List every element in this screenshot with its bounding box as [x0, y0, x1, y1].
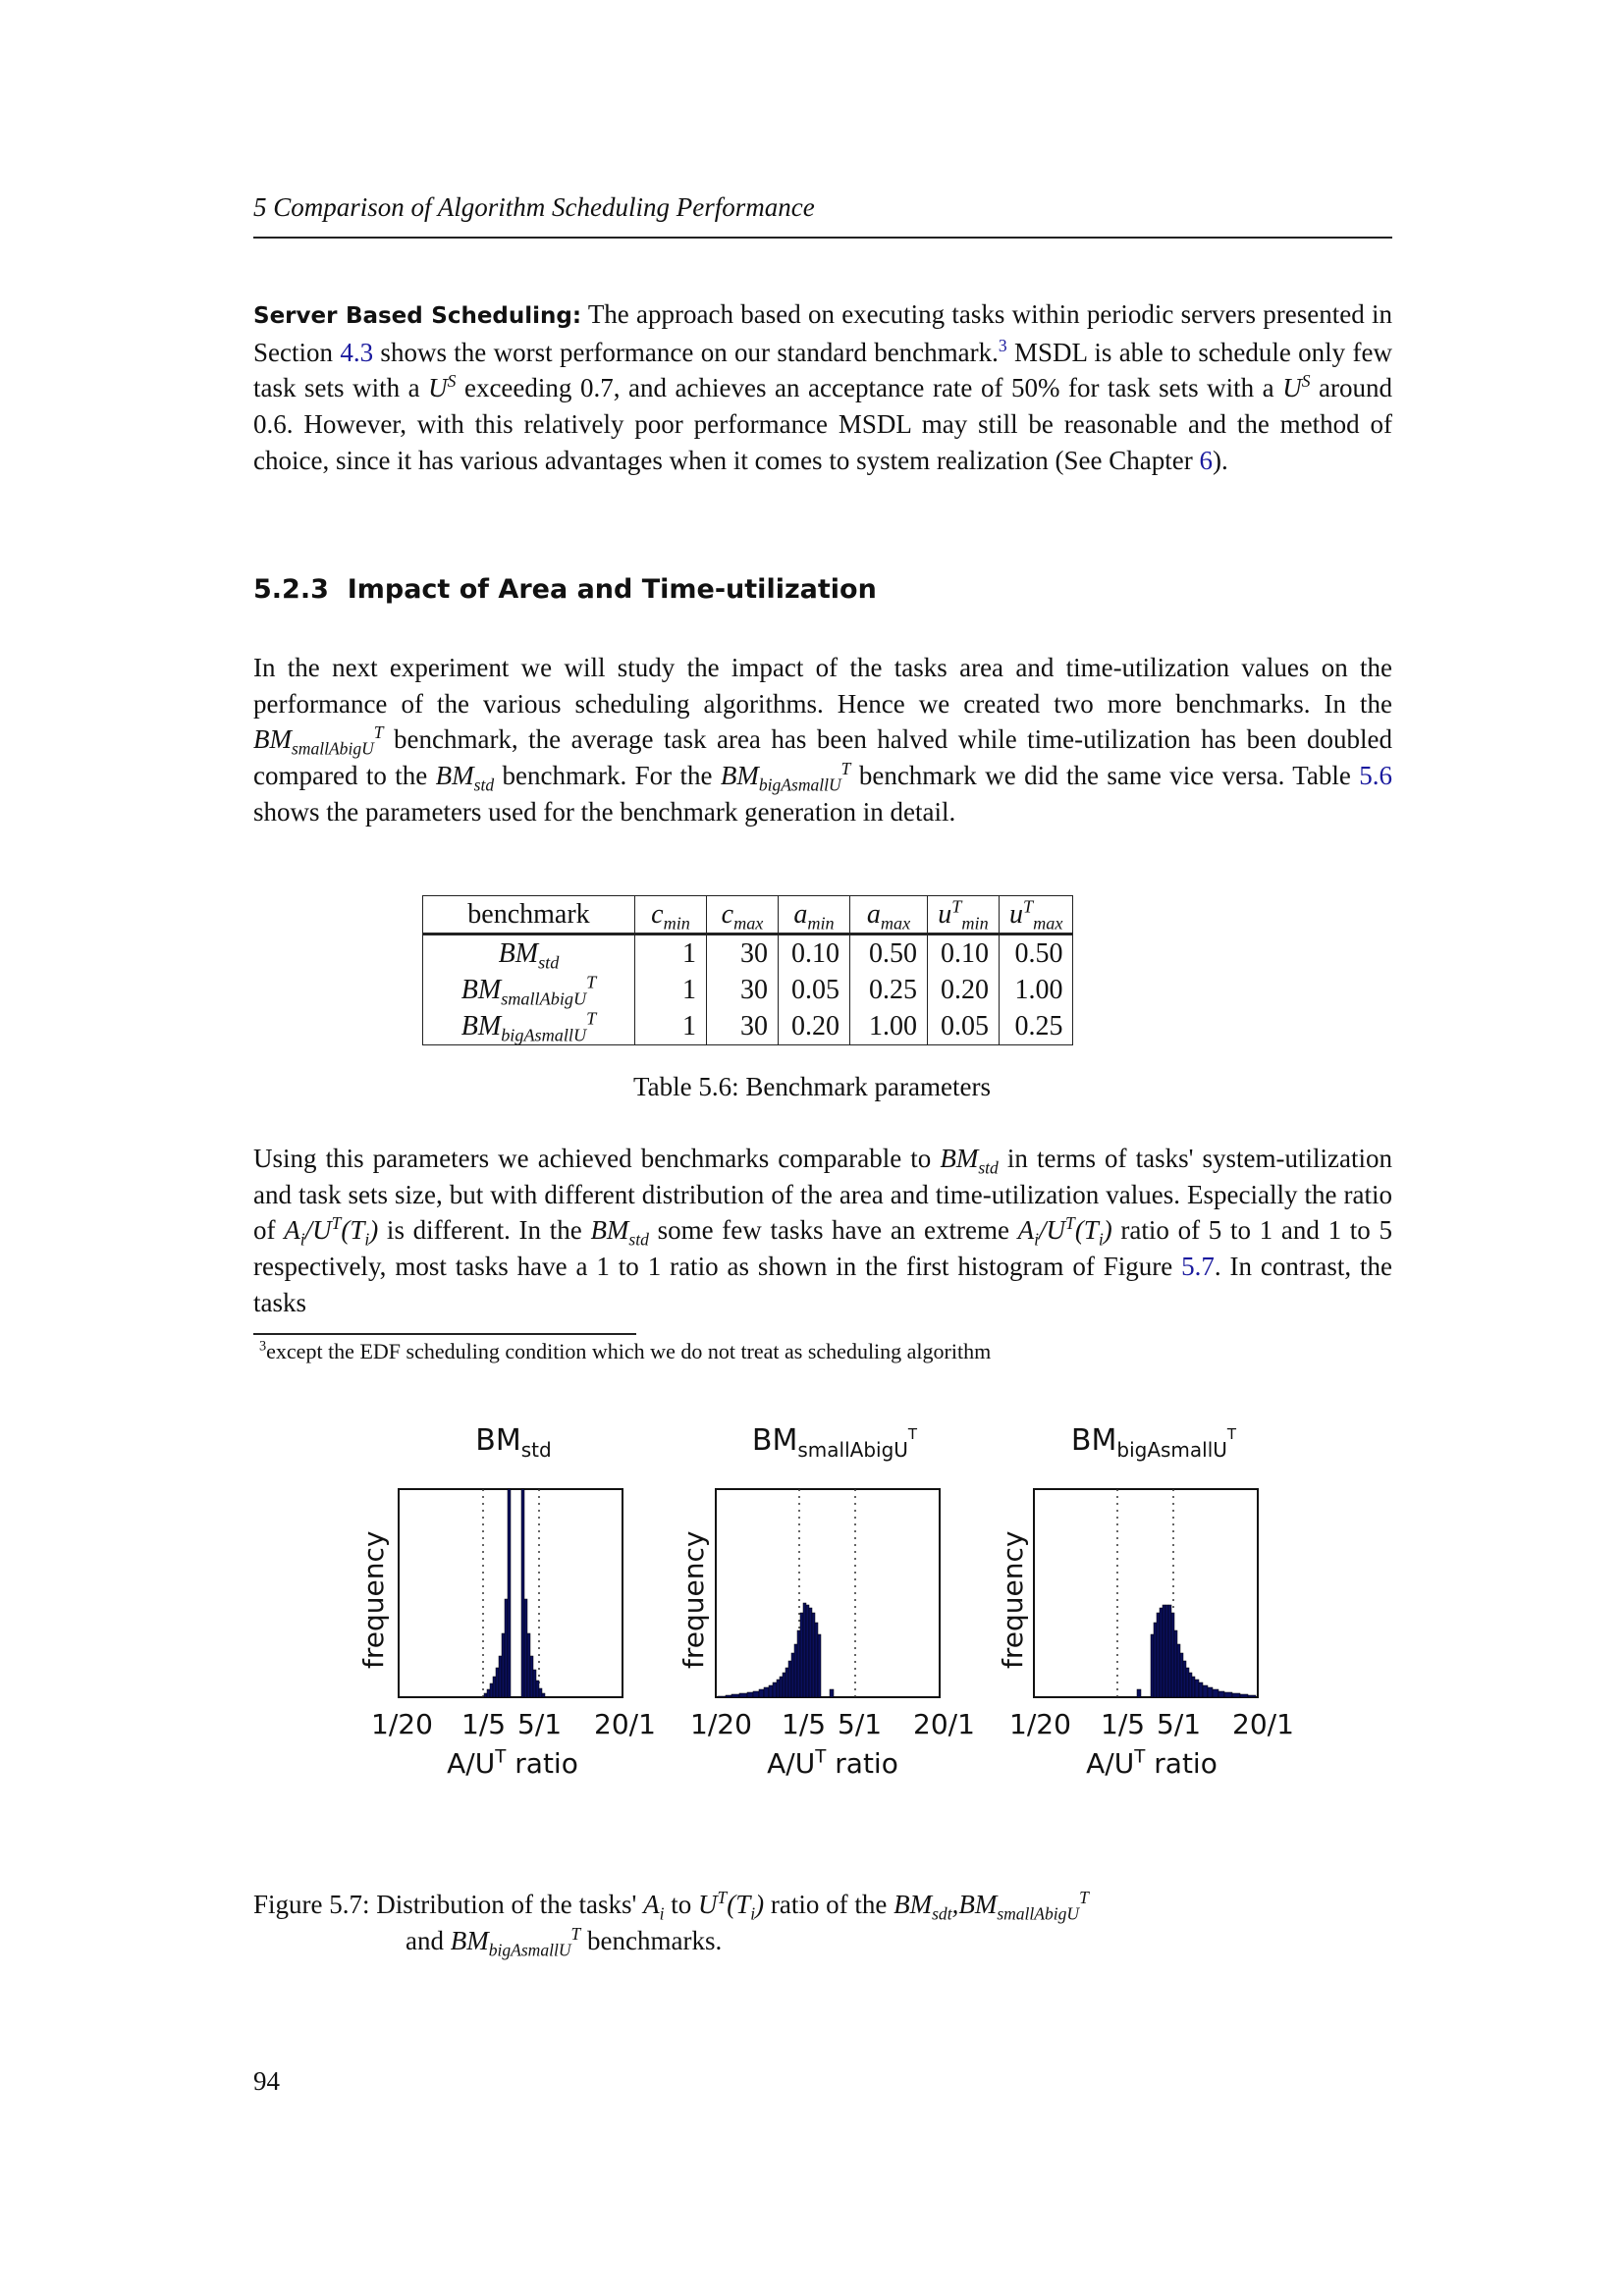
- col-c-max: $c_{max}$: [707, 896, 779, 934]
- math-us: $U^S$: [1282, 371, 1311, 403]
- text: around 0.6. However, with this relatively poor performance MSDL may still be reasonable and the method of choice, since it has various advantages when it comes to system realization (See Chapter: [253, 373, 1392, 475]
- col-c-min: $c_{min}$: [635, 896, 707, 934]
- section-title: Impact of Area and Time-utilization: [347, 574, 877, 605]
- table-row: [423, 972, 1073, 1008]
- caption-line-2: and $BM_{bigAsmallU}^T$ benchmarks.: [406, 1923, 723, 1960]
- section-number: 5.2.3: [253, 574, 329, 605]
- cell: 0.10: [928, 934, 1000, 973]
- text: . In contrast, the tasks: [253, 1252, 1393, 1317]
- text: In the next experiment we will study the impact of the tasks area and time-utilization values on the performance of the various scheduling algorithms. Hence we created two more benchmarks. In the: [253, 653, 1392, 719]
- section-link[interactable]: 4.3: [340, 337, 374, 367]
- text: to: [664, 1890, 698, 1919]
- math-bm-std: $BM_{std}$: [590, 1215, 649, 1250]
- math-us: $U^S$: [428, 371, 457, 403]
- histogram-bm-bigasmallu: [1033, 1487, 1269, 1705]
- benchmark-name: $BM_{std}$: [423, 934, 635, 973]
- text: Distribution of the tasks': [369, 1890, 644, 1919]
- server-based-paragraph: [253, 296, 1392, 479]
- text: shows the worst performance on our standard benchmark.: [373, 337, 999, 367]
- running-header: 5 Comparison of Algorithm Scheduling Performance: [253, 192, 815, 222]
- math-bm-std: $BM_{std}$: [435, 761, 495, 795]
- benchmark-name: $BM_{smallAbigU}^T$: [423, 972, 635, 1008]
- x-tick: 1/5: [461, 1708, 507, 1740]
- text: is different. In the: [378, 1215, 591, 1246]
- x-axis-label: $A/U^T$ ratio: [767, 1746, 898, 1780]
- x-tick: 5/1: [517, 1708, 563, 1740]
- footnote-text: except the EDF scheduling condition which we do not treat as scheduling algorithm: [266, 1339, 992, 1363]
- text: MSDL is able to schedule only few task sets with a: [253, 337, 1392, 403]
- col-ut-min: $u^T_{min}$: [928, 896, 1000, 934]
- cell: 0.05: [928, 1008, 1000, 1045]
- cell: 0.20: [779, 1008, 850, 1045]
- cell: 0.25: [1000, 1008, 1073, 1045]
- col-benchmark: benchmark: [423, 896, 635, 934]
- cell: 1: [635, 934, 707, 973]
- x-tick: 1/5: [782, 1708, 827, 1740]
- col-a-max: $a_{max}$: [850, 896, 928, 934]
- intro-paragraph: [253, 650, 1392, 830]
- col-ut-max: $u^T_{max}$: [1000, 896, 1073, 934]
- text: ratio of 5 to 1 and 1 to 5 respectively, most tasks have a 1 to 1 ratio as shown in the first histogram of Figure: [253, 1215, 1392, 1282]
- math-ratio: $A_i/U^T(T_i)$: [284, 1213, 379, 1250]
- y-axis-label: frequency: [357, 1530, 390, 1669]
- y-axis-label: frequency: [677, 1530, 710, 1669]
- cell: 0.50: [850, 934, 928, 973]
- text: benchmark, the average task area has been halved while time-utilization has been doubled compared to the: [253, 724, 1392, 791]
- table-header-row: [423, 896, 1073, 934]
- x-tick: 1/20: [690, 1708, 752, 1740]
- x-axis-label: $A/U^T$ ratio: [447, 1746, 578, 1780]
- cell: 1: [635, 972, 707, 1008]
- math-bm-small: $BM_{smallAbigU}^T$: [253, 722, 384, 759]
- section-heading: [253, 574, 877, 605]
- text: benchmark. For the: [494, 761, 721, 791]
- text: some few tasks have an extreme: [648, 1215, 1018, 1246]
- footnote-mark: 3: [259, 1338, 267, 1355]
- figure-link[interactable]: 5.7: [1181, 1252, 1215, 1282]
- cell: 30: [707, 1008, 779, 1045]
- plot-title: $BM_{bigAsmallU}^T$: [1070, 1423, 1237, 1462]
- cell: 1.00: [850, 1008, 928, 1045]
- x-tick: 1/20: [371, 1708, 433, 1740]
- x-tick: 1/5: [1101, 1708, 1146, 1740]
- text: in terms of tasks' system-utilization and task sets size, but with different distribution of the area and time-utilization values. Especially the ratio of: [253, 1144, 1393, 1246]
- table-link[interactable]: 5.6: [1359, 761, 1392, 791]
- table-caption: Table 5.6: Benchmark parameters: [633, 1072, 991, 1101]
- caption-label: Figure 5.7:: [253, 1890, 370, 1919]
- x-tick: 20/1: [594, 1708, 656, 1740]
- text: ).: [1212, 445, 1228, 475]
- plot-title: $BM_{smallAbigU}^T$: [751, 1423, 918, 1462]
- x-tick: 5/1: [1157, 1708, 1202, 1740]
- table-row: [423, 934, 1073, 973]
- math-bm-big: $BM_{bigAsmallU}^T$: [720, 759, 851, 795]
- cell: 30: [707, 972, 779, 1008]
- histogram-bm-smallabigu: [715, 1487, 950, 1705]
- benchmark-name: $BM_{bigAsmallU}^T$: [423, 1008, 635, 1045]
- footnote-rule: [253, 1333, 636, 1335]
- text: ratio of the: [764, 1890, 894, 1919]
- x-tick: 5/1: [838, 1708, 883, 1740]
- math-ratio: $A_i/U^T(T_i)$: [1017, 1213, 1112, 1250]
- results-paragraph: [253, 1141, 1392, 1321]
- math-ut: $U^T(T_i)$: [698, 1888, 765, 1924]
- y-axis-label: frequency: [997, 1530, 1029, 1669]
- text: exceeding 0.7, and achieves an acceptance rate of 50% for task sets with a: [456, 373, 1283, 403]
- x-tick: 1/20: [1009, 1708, 1071, 1740]
- math-ai: $A_i$: [643, 1890, 665, 1924]
- math-bm-std: $BM_{std}$: [940, 1144, 999, 1178]
- cell: 0.50: [1000, 934, 1073, 973]
- cell: 0.05: [779, 972, 850, 1008]
- plot-title: $BM_{std}$: [475, 1423, 552, 1462]
- footnote: [259, 1339, 991, 1364]
- text: shows the parameters used for the benchmark generation in detail.: [253, 796, 956, 827]
- paragraph-label: Server Based Scheduling:: [253, 303, 582, 329]
- figure-caption: [253, 1887, 1392, 1958]
- x-axis-label: $A/U^T$ ratio: [1086, 1746, 1218, 1780]
- cell: 0.25: [850, 972, 928, 1008]
- math-bm-sdt: $BM_{sdt},BM_{smallAbigU}^T$: [893, 1888, 1089, 1924]
- benchmark-parameters-table: [422, 895, 1073, 1045]
- chapter-link[interactable]: 6: [1199, 445, 1213, 475]
- cell: 0.10: [779, 934, 850, 973]
- text: Using this parameters we achieved benchmarks comparable to: [253, 1144, 941, 1173]
- text: benchmark we did the same vice versa. Table: [850, 761, 1360, 791]
- page-number: 94: [253, 2066, 280, 2096]
- text: The approach based on executing tasks within periodic servers presented in Section: [253, 299, 1392, 367]
- cell: 1: [635, 1008, 707, 1045]
- cell: 0.20: [928, 972, 1000, 1008]
- header-rule: [253, 237, 1392, 239]
- x-tick: 20/1: [913, 1708, 975, 1740]
- x-tick: 20/1: [1232, 1708, 1294, 1740]
- table-row: [423, 1008, 1073, 1045]
- histogram-bm-std: [398, 1487, 633, 1705]
- footnote-link[interactable]: 3: [998, 335, 1007, 355]
- cell: 1.00: [1000, 972, 1073, 1008]
- col-a-min: $a_{min}$: [779, 896, 850, 934]
- cell: 30: [707, 934, 779, 973]
